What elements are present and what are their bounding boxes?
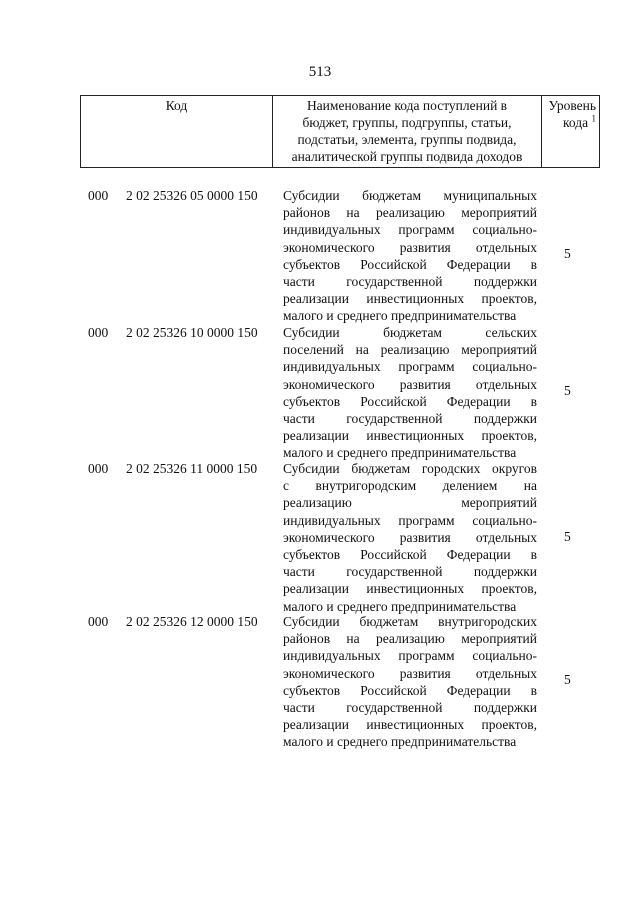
description-line: экономического развития отдельных [283,665,537,681]
description-line: реализации инвестиционных проектов, [283,291,537,307]
row-description [283,187,537,325]
description-line: субъектов Российской Федерации в [283,682,537,698]
description-line: малого и среднего предпринимательства [283,445,517,461]
row-code: 2 02 25326 12 0000 150 [126,614,258,629]
row-prefix: 000 [88,325,109,340]
row-prefix: 000 [88,188,109,203]
header-code-cell [81,96,273,168]
description-line: экономического развития отдельных [283,529,537,545]
description-line: субъектов Российской Федерации в [283,256,537,272]
description-line: реализации инвестиционных проектов, [283,717,537,733]
row-prefix: 000 [88,614,109,629]
description-line: с внутригородским делением на [283,478,537,494]
description-line: Субсидии бюджетам сельских [283,325,537,340]
description-line: Субсидии бюджетам муниципальных [283,188,537,203]
description-line: Субсидии бюджетам внутригородских [283,614,537,629]
header-name-line: бюджет, группы, подгруппы, статьи, [302,115,512,130]
header-code-label: Код [165,98,188,113]
description-line: индивидуальных программ социально- [283,222,537,238]
row-description [283,613,537,751]
description-line: малого и среднего предпринимательства [283,734,517,750]
description-line: реализацию мероприятий [283,495,537,511]
table-header [80,95,600,168]
row-code: 2 02 25326 10 0000 150 [126,325,258,340]
description-line: районов на реализацию мероприятий [283,205,537,221]
description-line: реализации инвестиционных проектов, [283,428,537,444]
description-line: малого и среднего предпринимательства [283,598,517,614]
header-row [81,96,600,168]
description-line: части государственной поддержки [283,700,537,716]
page-number: 513 [308,64,332,80]
description-line: части государственной поддержки [283,411,537,427]
description-line: части государственной поддержки [283,274,537,290]
description-line: поселений на реализацию мероприятий [283,342,537,358]
footnote-marker: 1 [591,113,596,124]
description-line: малого и среднего предпринимательства [283,308,517,324]
description-line: индивидуальных программ социально- [283,512,537,528]
row-level: 5 [564,383,571,398]
description-line: экономического развития отдельных [283,239,537,255]
row-prefix: 000 [88,461,109,476]
description-line: части государственной поддержки [283,564,537,580]
header-level-cell [542,96,600,168]
description-line: индивидуальных программ социально- [283,359,537,375]
row-description [283,324,537,462]
row-description [283,460,537,615]
description-line: субъектов Российской Федерации в [283,547,537,563]
description-line: реализации инвестиционных проектов, [283,581,537,597]
row-level: 5 [564,672,571,687]
row-level: 5 [564,529,571,544]
header-name-line: Наименование кода поступлений в [306,98,508,113]
description-line: районов на реализацию мероприятий [283,631,537,647]
header-name-line: аналитической группы подвида доходов [291,149,523,164]
header-level-line: Уровень [548,98,596,113]
header-name-cell [273,96,542,168]
header-name-line: подстатьи, элемента, группы подвида, [297,132,517,147]
description-line: субъектов Российской Федерации в [283,393,537,409]
description-line: индивидуальных программ социально- [283,648,537,664]
row-code: 2 02 25326 05 0000 150 [126,188,258,203]
row-code: 2 02 25326 11 0000 150 [126,461,258,476]
description-line: экономического развития отдельных [283,376,537,392]
header-level-line: кода [563,115,589,130]
description-line: Субсидии бюджетам городских округов [283,461,537,476]
row-level: 5 [564,246,571,261]
